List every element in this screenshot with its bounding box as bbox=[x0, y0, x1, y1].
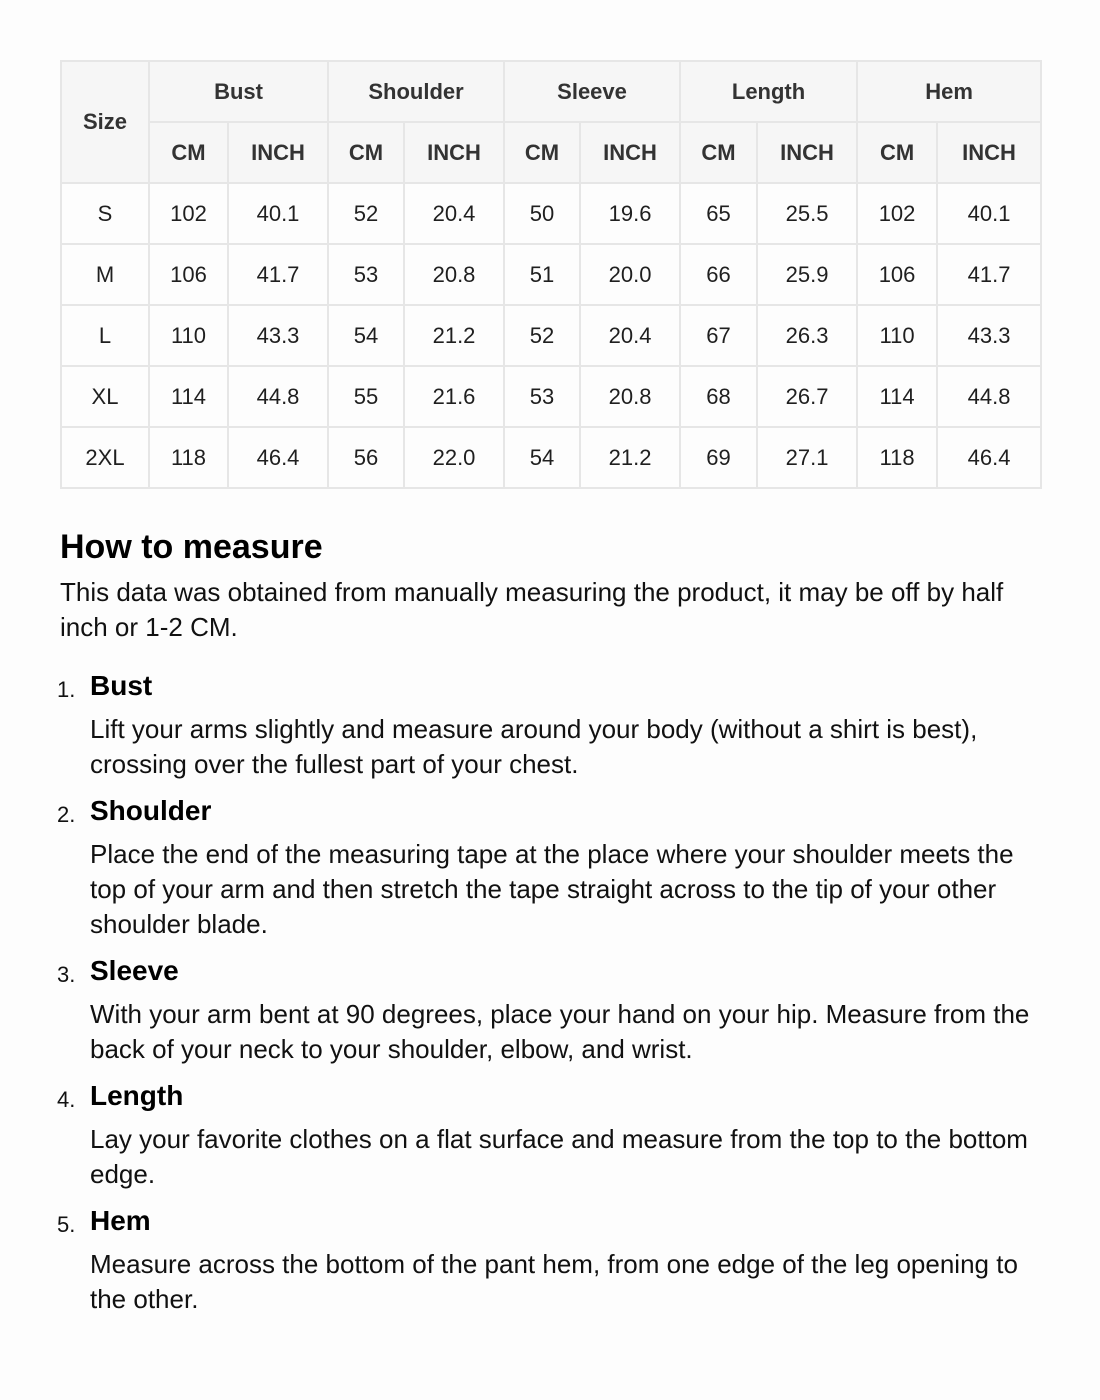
list-item-shoulder bbox=[57, 794, 1040, 942]
value-cell: 40.1 bbox=[228, 183, 328, 244]
value-cell: 67 bbox=[680, 305, 757, 366]
value-cell: 55 bbox=[328, 366, 404, 427]
value-cell: 106 bbox=[149, 244, 228, 305]
value-cell: 46.4 bbox=[937, 427, 1041, 488]
size-guide-page bbox=[57, 60, 1040, 1329]
value-cell: 21.6 bbox=[404, 366, 504, 427]
value-cell: 44.8 bbox=[937, 366, 1041, 427]
value-cell: 118 bbox=[149, 427, 228, 488]
size-column-header: Size bbox=[61, 61, 149, 183]
value-cell: 114 bbox=[857, 366, 937, 427]
step-title: Hem bbox=[90, 1205, 151, 1236]
size-cell: S bbox=[61, 183, 149, 244]
size-cell: 2XL bbox=[61, 427, 149, 488]
step-number: 1. bbox=[57, 677, 76, 702]
value-cell: 21.2 bbox=[580, 427, 680, 488]
unit-header-row bbox=[61, 122, 1041, 183]
group-header-shoulder: Shoulder bbox=[328, 61, 504, 122]
step-description: Lay your favorite clothes on a flat surface and measure from the top to the bottom edge. bbox=[90, 1124, 1028, 1189]
unit-header-cm: CM bbox=[857, 122, 937, 183]
size-chart-table bbox=[60, 60, 1042, 489]
value-cell: 52 bbox=[504, 305, 580, 366]
step-number: 3. bbox=[57, 962, 76, 987]
value-cell: 41.7 bbox=[228, 244, 328, 305]
group-header-length: Length bbox=[680, 61, 857, 122]
step-title: Shoulder bbox=[90, 795, 212, 826]
unit-header-inch: INCH bbox=[757, 122, 857, 183]
group-header-sleeve: Sleeve bbox=[504, 61, 680, 122]
value-cell: 50 bbox=[504, 183, 580, 244]
value-cell: 69 bbox=[680, 427, 757, 488]
value-cell: 53 bbox=[328, 244, 404, 305]
value-cell: 54 bbox=[328, 305, 404, 366]
value-cell: 41.7 bbox=[937, 244, 1041, 305]
group-header-bust: Bust bbox=[149, 61, 328, 122]
value-cell: 114 bbox=[149, 366, 228, 427]
value-cell: 102 bbox=[857, 183, 937, 244]
value-cell: 19.6 bbox=[580, 183, 680, 244]
step-number: 2. bbox=[57, 802, 76, 827]
table-header bbox=[61, 61, 1041, 183]
size-cell: L bbox=[61, 305, 149, 366]
value-cell: 102 bbox=[149, 183, 228, 244]
list-item-bust bbox=[57, 669, 1040, 782]
step-description: Measure across the bottom of the pant hem, from one edge of the leg opening to the other. bbox=[90, 1249, 1018, 1314]
value-cell: 21.2 bbox=[404, 305, 504, 366]
step-description: Place the end of the measuring tape at the place where your shoulder meets the top of your arm and then stretch the tape straight across to the tip of your other shoulder blade. bbox=[90, 839, 1014, 939]
unit-header-cm: CM bbox=[680, 122, 757, 183]
value-cell: 44.8 bbox=[228, 366, 328, 427]
value-cell: 43.3 bbox=[228, 305, 328, 366]
step-number: 4. bbox=[57, 1087, 76, 1112]
value-cell: 25.5 bbox=[757, 183, 857, 244]
unit-header-cm: CM bbox=[149, 122, 228, 183]
value-cell: 20.4 bbox=[404, 183, 504, 244]
unit-header-inch: INCH bbox=[937, 122, 1041, 183]
step-title: Sleeve bbox=[90, 955, 179, 986]
value-cell: 51 bbox=[504, 244, 580, 305]
list-item-hem bbox=[57, 1204, 1040, 1317]
table-body bbox=[61, 183, 1041, 488]
unit-header-inch: INCH bbox=[404, 122, 504, 183]
value-cell: 53 bbox=[504, 366, 580, 427]
table-row bbox=[61, 366, 1041, 427]
value-cell: 20.0 bbox=[580, 244, 680, 305]
how-to-measure-title: How to measure bbox=[60, 528, 323, 566]
unit-header-cm: CM bbox=[328, 122, 404, 183]
group-header-hem: Hem bbox=[857, 61, 1041, 122]
value-cell: 68 bbox=[680, 366, 757, 427]
value-cell: 27.1 bbox=[757, 427, 857, 488]
value-cell: 20.8 bbox=[404, 244, 504, 305]
value-cell: 25.9 bbox=[757, 244, 857, 305]
unit-header-cm: CM bbox=[504, 122, 580, 183]
value-cell: 110 bbox=[857, 305, 937, 366]
value-cell: 26.3 bbox=[757, 305, 857, 366]
value-cell: 43.3 bbox=[937, 305, 1041, 366]
step-description: Lift your arms slightly and measure around your body (without a shirt is best), crossing over the fullest part of your chest. bbox=[90, 714, 978, 779]
step-title: Bust bbox=[90, 670, 153, 701]
value-cell: 22.0 bbox=[404, 427, 504, 488]
table-row bbox=[61, 305, 1041, 366]
value-cell: 54 bbox=[504, 427, 580, 488]
list-item-sleeve bbox=[57, 954, 1040, 1067]
size-cell: M bbox=[61, 244, 149, 305]
value-cell: 66 bbox=[680, 244, 757, 305]
unit-header-inch: INCH bbox=[228, 122, 328, 183]
value-cell: 20.8 bbox=[580, 366, 680, 427]
list-item-length bbox=[57, 1079, 1040, 1192]
value-cell: 26.7 bbox=[757, 366, 857, 427]
step-number: 5. bbox=[57, 1212, 76, 1237]
value-cell: 52 bbox=[328, 183, 404, 244]
value-cell: 65 bbox=[680, 183, 757, 244]
group-header-row bbox=[61, 61, 1041, 122]
value-cell: 56 bbox=[328, 427, 404, 488]
value-cell: 106 bbox=[857, 244, 937, 305]
value-cell: 118 bbox=[857, 427, 937, 488]
table-row bbox=[61, 244, 1041, 305]
value-cell: 46.4 bbox=[228, 427, 328, 488]
value-cell: 40.1 bbox=[937, 183, 1041, 244]
step-title: Length bbox=[90, 1080, 184, 1111]
size-cell: XL bbox=[61, 366, 149, 427]
value-cell: 110 bbox=[149, 305, 228, 366]
table-row bbox=[61, 427, 1041, 488]
table-row bbox=[61, 183, 1041, 244]
measurement-steps-list bbox=[57, 669, 1040, 1317]
unit-header-inch: INCH bbox=[580, 122, 680, 183]
step-description: With your arm bent at 90 degrees, place your hand on your hip. Measure from the back of your neck to your shoulder, elbow, and wrist. bbox=[90, 999, 1030, 1064]
value-cell: 20.4 bbox=[580, 305, 680, 366]
measurement-disclaimer: This data was obtained from manually measuring the product, it may be off by half inch or 1-2 CM. bbox=[60, 577, 1004, 642]
